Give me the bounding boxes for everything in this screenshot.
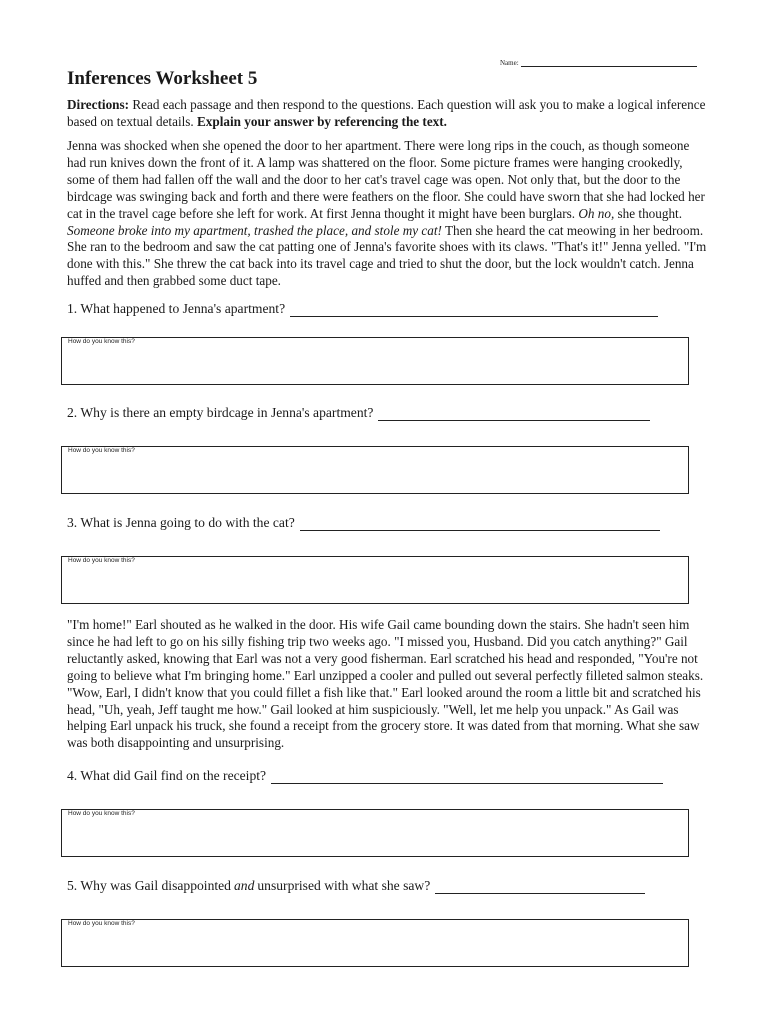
question-4 [67,768,663,784]
answer-blank[interactable] [378,408,650,421]
answer-blank[interactable] [290,304,658,317]
question-2 [67,405,650,421]
worksheet-title: Inferences Worksheet 5 [67,68,258,89]
directions-text: Read each passage and then respond to the questions. Each question will ask you to make a logical inference based on textual details. [67,97,706,129]
name-field [500,58,697,67]
directions-emphasis: Explain your answer by referencing the text. [197,114,447,129]
passage-text: she thought. [614,205,683,221]
directions [67,96,707,130]
name-label: Name: [500,59,519,67]
passage-text: Jenna was shocked when she opened the door to her apartment. There were long rips in the couch, as though someone had run knives down the front of it. A lamp was shattered on the floor. Some picture frames were hanging crookedly, some of them had fallen off the wall and the door to her cat's travel cage was open. Not only that, but the door to the birdcage was swinging back and forth and there were feathers on the floor. She could have sworn that she had locked her cat in the travel cage before she left for work. At first Jenna thought it might have been burglars. [67,138,705,221]
explanation-box[interactable] [61,446,689,494]
box-label: How do you know this? [68,810,135,817]
explanation-box[interactable] [61,919,689,967]
passage-earl: "I'm home!" Earl shouted as he walked in the door. His wife Gail came bounding down the stairs. She hadn't seen him since he had left to go on his silly fishing trip two weeks ago. "I missed you, Husband. Did you catch anything?" Gail reluctantly asked, knowing that Earl was not a very good fisherman. Earl scratched his head and responded, "You're not going to believe what I'm bringing home." Earl unzipped a cooler and pulled out several perfectly filleted salmon steaks. "Wow, Earl, I didn't know that you could fillet a fish like that." Earl looked around the room a little bit and scratched his head, "Uh, yeah, Jeff taught me how." Gail looked at him suspiciously. "Well, let me help you unpack." As Gail was helping Earl unpack his truck, she found a receipt from the grocery store. It was dated from that morning. What she saw was both disappointing and unsurprising. [67,617,704,751]
answer-blank[interactable] [435,881,645,894]
box-label: How do you know this? [68,447,135,454]
question-3 [67,515,660,531]
question-1 [67,301,658,317]
question-5 [67,878,645,894]
name-blank-line[interactable] [521,58,697,67]
answer-blank[interactable] [271,771,663,784]
passage-italic: Oh no, [578,205,615,221]
explanation-box[interactable] [61,337,689,385]
explanation-box[interactable] [61,809,689,857]
box-label: How do you know this? [68,920,135,927]
box-label: How do you know this? [68,557,135,564]
question-text: 5. Why was Gail disappointed [67,878,231,893]
question-text: 4. What did Gail find on the receipt? [67,768,267,783]
answer-blank[interactable] [300,518,660,531]
passage-jenna [67,138,707,290]
question-italic: and [233,878,255,893]
explanation-box[interactable] [61,556,689,604]
question-text: unsurprised with what she saw? [257,878,431,893]
directions-label: Directions: [67,97,130,112]
box-label: How do you know this? [68,338,135,345]
question-text: 3. What is Jenna going to do with the cat? [67,515,295,530]
question-text: 1. What happened to Jenna's apartment? [67,301,286,316]
passage-italic: Someone broke into my apartment, trashed the place, and stole my cat! [67,222,442,238]
question-text: 2. Why is there an empty birdcage in Jenna's apartment? [67,405,374,420]
passage-text: Then she heard the cat meowing in her bedroom. She ran to the bedroom and saw the cat patting one of Jenna's favorite shoes with its claws. "That's it!" Jenna yelled. "I'm done with this." She threw the cat back into its travel cage and tried to shut the door, but the lock wouldn't catch. Jenna huffed and then grabbed some duct tape. [67,222,707,289]
